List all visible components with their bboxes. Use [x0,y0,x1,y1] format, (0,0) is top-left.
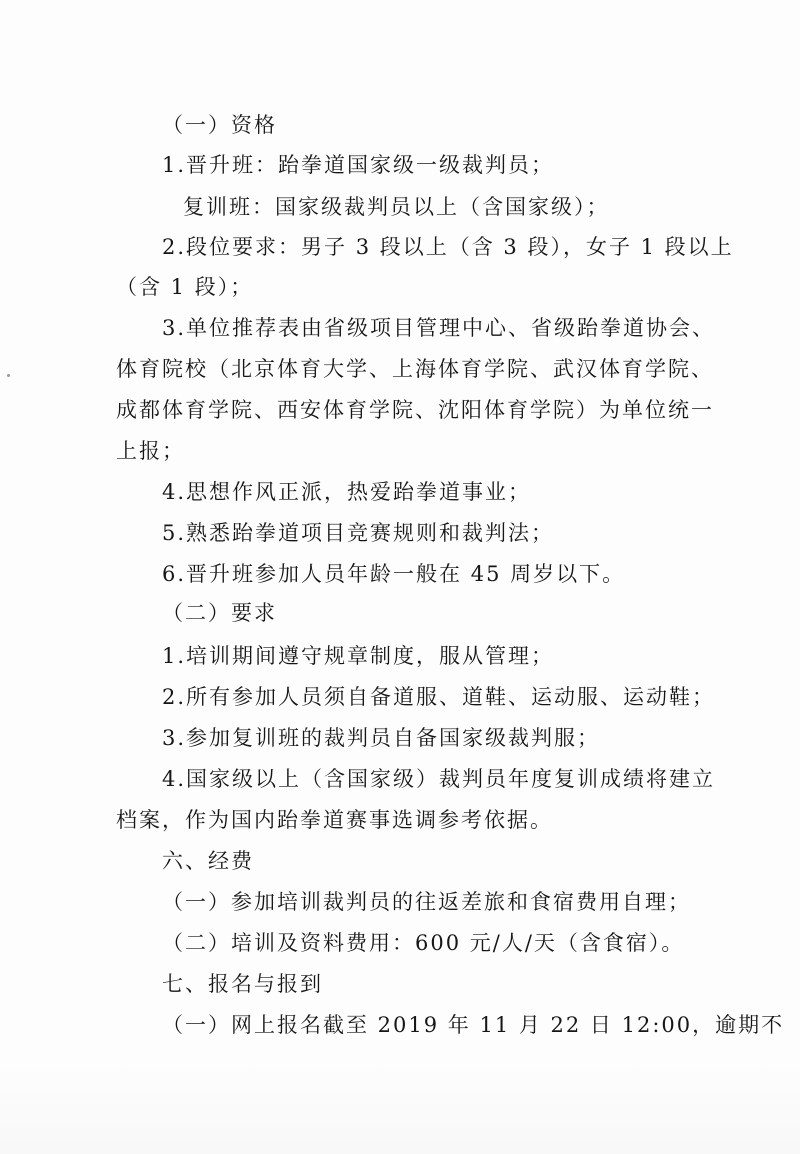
paragraph-line: 复训班：国家级裁判员以上（含国家级）； [183,195,610,219]
scan-shadow [0,1064,800,1154]
paragraph-line: 3.单位推荐表由省级项目管理中心、省级跆拳道协会、 [162,316,716,340]
paragraph-line: 5.熟悉跆拳道项目竞赛规则和裁判法； [162,521,555,545]
scan-mark [7,374,10,377]
paragraph-line: （二）培训及资料费用：600 元/人/天（含食宿）。 [162,931,685,955]
paragraph-line: 4.国家级以上（含国家级）裁判员年度复训成绩将建立 [162,767,716,791]
paragraph-line: （一）网上报名截至 2019 年 11 月 22 日 12:00，逾期不 [162,1013,785,1037]
section-registration-heading: 七、报名与报到 [162,972,323,996]
paragraph-line: 2.段位要求：男子 3 段以上（含 3 段），女子 1 段以上 [162,235,734,259]
section-requirements-heading: （二）要求 [162,601,277,625]
paragraph-line: 4.思想作风正派，热爱跆拳道事业； [162,480,532,504]
paragraph-line: 1.培训期间遵守规章制度，服从管理； [162,644,555,668]
paragraph-line: 上报； [116,439,185,463]
paragraph-line: 6.晋升班参加人员年龄一般在 45 周岁以下。 [162,562,626,586]
paragraph-line: 1.晋升班：跆拳道国家级一级裁判员； [162,153,555,177]
section-fees-heading: 六、经费 [162,849,254,873]
paragraph-line: 2.所有参加人员须自备道服、道鞋、运动服、运动鞋； [162,685,716,709]
paragraph-line: 成都体育学院、西安体育学院、沈阳体育学院）为单位统一 [116,398,714,422]
paragraph-line: 档案，作为国内跆拳道赛事选调参考依据。 [116,808,553,832]
paragraph-line: （一）参加培训裁判员的往返差旅和食宿费用自理； [162,890,691,914]
section-qualifications-heading: （一）资格 [162,113,277,137]
paragraph-line: （含 1 段）； [116,275,254,299]
paragraph-line: 3.参加复训班的裁判员自备国家级裁判服； [162,726,601,750]
paragraph-line: 体育院校（北京体育大学、上海体育学院、武汉体育学院、 [116,357,714,381]
